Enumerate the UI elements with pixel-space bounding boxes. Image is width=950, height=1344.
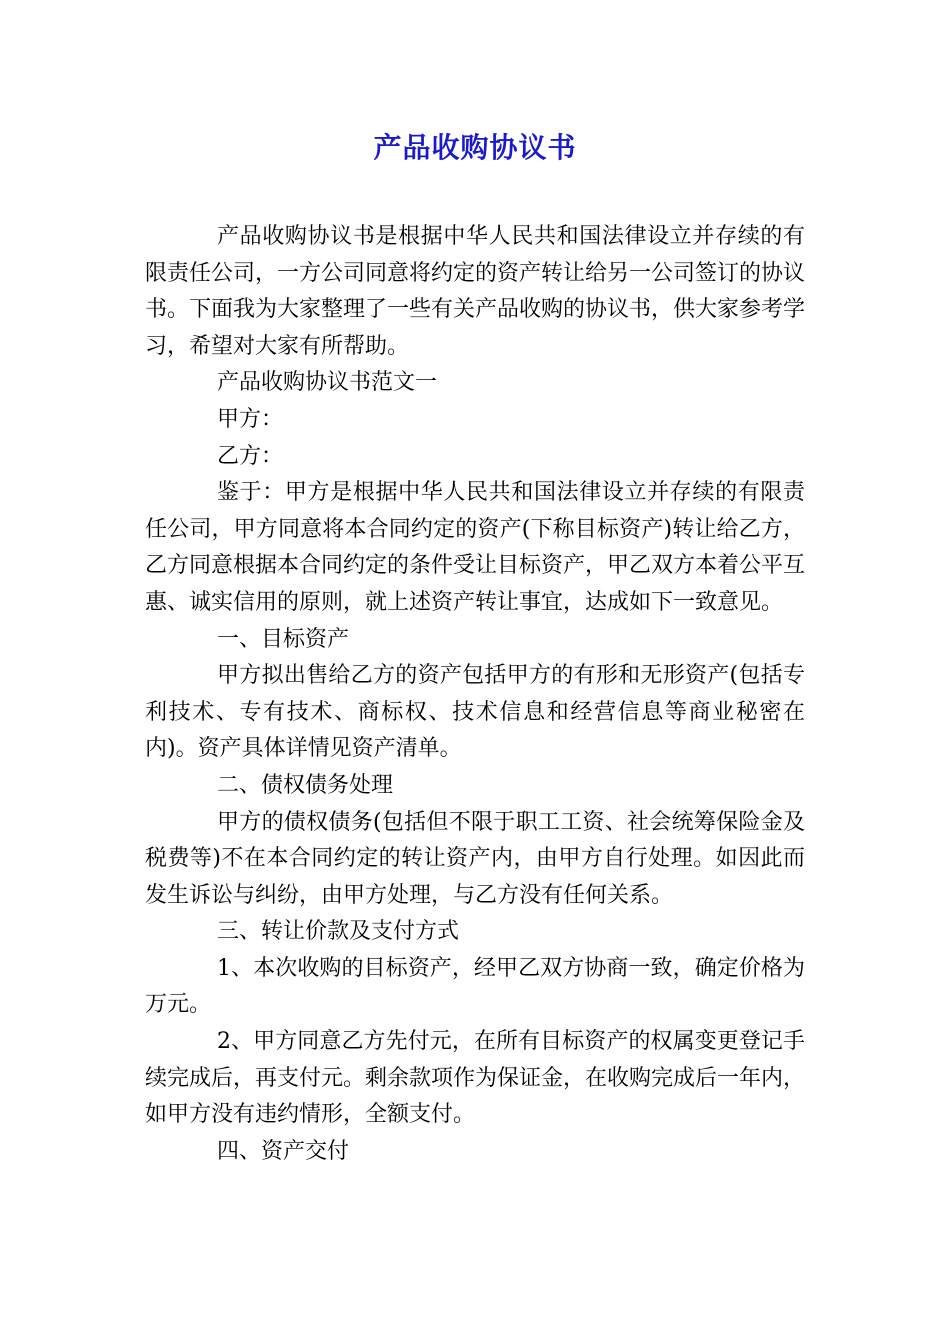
intro-paragraph: 产品收购协议书是根据中华人民共和国法律设立并存续的有限责任公司，一方公司同意将约定的资产转让给另一公司签订的协议书。下面我为大家整理了一些有关产品收购的协议书，供大家参考学习，希望对大家有所帮助。 [145,224,806,359]
document-title: 产品收购协议书 [373,131,577,164]
debts-paragraph: 甲方的债权债务(包括但不限于职工工资、社会统筹保险金及税费等)不在本合同约定的转让资产内，由甲方自行处理。如因此而发生诉讼与纠纷，由甲方处理，与乙方没有任何关系。 [145,809,805,908]
document-body [145,219,805,1170]
party-a-line: 甲方： [217,406,284,432]
target-assets-paragraph: 甲方拟出售给乙方的资产包括甲方的有形和无形资产(包括专利技术、专有技术、商标权、技术信息和经营信息等商业秘密在内)。资产具体详情见资产清单。 [145,663,805,762]
sample-heading: 产品收购协议书范文一 [217,370,438,396]
section-heading-debts: 二、债权债务处理 [217,772,394,798]
party-b-line: 乙方： [217,443,284,469]
section-heading-payment: 三、转让价款及支付方式 [217,919,460,945]
payment-clause-2: 2、甲方同意乙方先付元，在所有目标资产的权属变更登记手续完成后，再支付元。剩余款项作为保证金，在收购完成后一年内，如甲方没有违约情形，全额支付。 [145,1029,806,1128]
payment-clause-1: 1、本次收购的目标资产，经甲乙双方协商一致，确定价格为万元。 [145,955,805,1018]
whereas-paragraph: 鉴于：甲方是根据中华人民共和国法律设立并存续的有限责任公司，甲方同意将本合同约定的资产(下称目标资产)转让给乙方，乙方同意根据本合同约定的条件受让目标资产，甲乙双方本着公平互惠、诚实信用的原则，就上述资产转让事宜，达成如下一致意见。 [145,480,806,615]
section-heading-delivery: 四、资产交付 [217,1138,350,1164]
section-heading-target-assets: 一、目标资产 [217,626,350,652]
